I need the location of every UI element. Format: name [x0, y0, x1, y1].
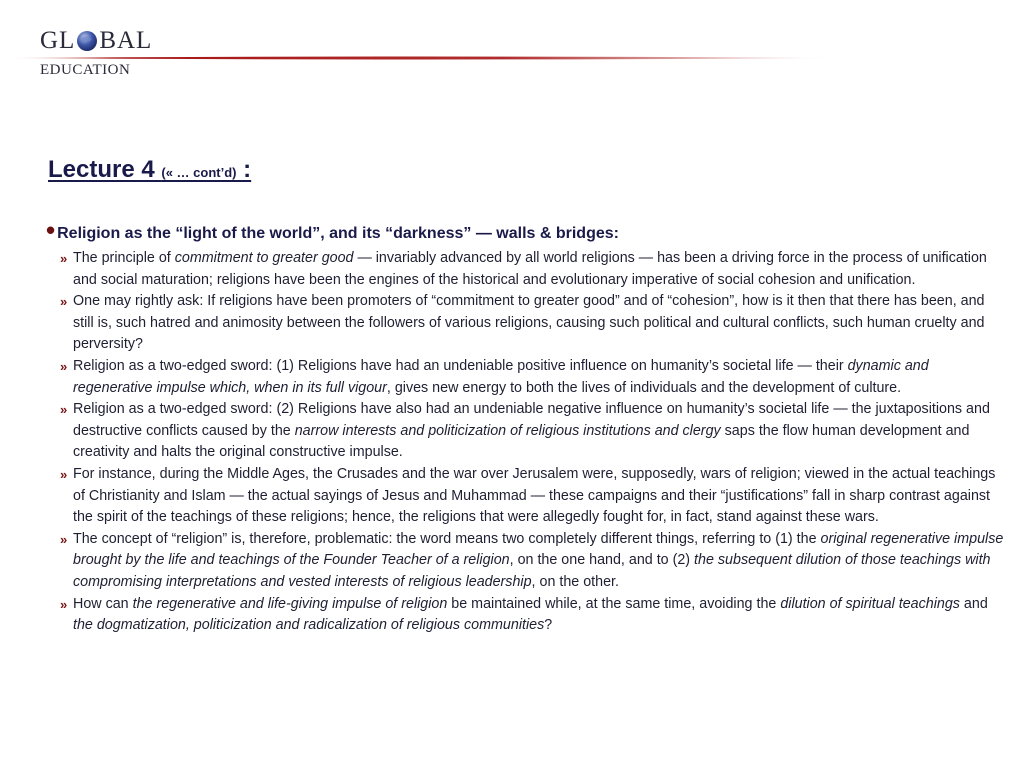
text: and — [959, 595, 988, 612]
text: saps the flow human development and creativity and halts the original constructive impulse. — [73, 422, 970, 461]
lecture-title-colon: : — [236, 156, 252, 183]
bullet-list — [60, 248, 1005, 637]
text: The principle of — [73, 250, 175, 266]
bullet-item — [60, 356, 1005, 399]
logo-wordmark — [40, 28, 152, 54]
italic-text: commitment to greater good — [174, 250, 354, 266]
text: , on the other. — [531, 573, 619, 590]
global-education-logo — [40, 28, 152, 79]
italic-text: dilution of spiritual teachings — [780, 595, 960, 612]
lecture-title — [48, 156, 251, 184]
chevron-bullet-icon: » — [60, 358, 68, 374]
text: be maintained while, at the same time, avoiding the — [447, 595, 781, 612]
chevron-bullet-icon: » — [60, 596, 68, 612]
bullet-item — [60, 248, 1005, 291]
section-heading-text: Religion as the “light of the world”, and its “darkness” — walls & bridges: — [57, 225, 619, 242]
text: ? — [544, 617, 553, 634]
text: One may rightly ask: If religions have been promoters of “commitment to greater good” and of “cohesion”, how is it then that there has been, and still is, such hatred and animosity between the followers of various religions, causing such political and cultural conflicts, such human cruelty and perversity? — [73, 293, 985, 353]
text: , on the one hand, and to (2) — [509, 552, 695, 569]
italic-text: original regenerative impulse brought by the life and teachings of the Founder Teacher of a religion — [73, 530, 1004, 569]
bullet-item — [60, 399, 1005, 464]
text: For instance, during the Middle Ages, the Crusades and the war over Jerusalem were, supposedly, wars of religion; viewed in the actual teachings of Christianity and Islam — the actual sayings of Jesus and Muhammad — these campaigns and their “justifications” fall in sharp contrast against the spirit of the teachings of these religions; hence, the religions that were allegedly fought for, in fact, stand against these wars. — [73, 465, 996, 526]
italic-text: the regenerative and life-giving impulse of religion — [132, 595, 448, 612]
logo-subtitle: EDUCATION — [40, 62, 131, 78]
text: The concept of “religion” is, therefore, problematic: the word means two completely different things, referring to (1) the — [73, 530, 821, 547]
globe-icon — [76, 30, 98, 52]
bullet-item — [60, 291, 1005, 356]
italic-text: the dogmatization, politicization and radicalization of religious communities — [73, 617, 545, 634]
text: — invariably advanced by all world religions — has been a driving force in the process of unification and social maturation; religions have been the engines of the historical and evolutionary imperative of social cohesion and unification. — [73, 250, 987, 288]
lecture-title-sub: (« … cont’d) — [161, 165, 237, 180]
lecture-title-main: Lecture 4 — [48, 156, 162, 183]
italic-text: narrow interests and politicization of religious institutions and clergy — [294, 422, 721, 439]
text: How can — [73, 595, 133, 612]
logo-text-pre: GL — [40, 27, 76, 54]
section-heading — [46, 215, 619, 245]
bullet-dot-icon: • — [46, 215, 56, 245]
italic-text: the subsequent dilution of those teachings with compromising interpretations and vested interests of religious leadership — [73, 552, 991, 590]
bullet-item — [60, 594, 1005, 637]
text: , gives new energy to both the lives of individuals and the development of culture. — [386, 379, 902, 396]
chevron-bullet-icon: » — [60, 531, 68, 547]
chevron-bullet-icon: » — [60, 251, 68, 266]
header-rule — [12, 55, 832, 61]
text: Religion as a two-edged sword: (1) Religions have had an undeniable positive influence on humanity’s societal life — their — [73, 357, 848, 374]
italic-text: dynamic and regenerative impulse which, when in its full vigour — [73, 357, 929, 396]
logo-text-post: BAL — [99, 27, 153, 54]
chevron-bullet-icon: » — [60, 294, 68, 310]
bullet-item — [60, 529, 1005, 594]
chevron-bullet-icon: » — [60, 466, 68, 482]
text: Religion as a two-edged sword: (2) Religions have also had an undeniable negative influence on humanity’s societal life — the juxtapositions and destructive conflicts caused by the — [73, 401, 990, 439]
bullet-item — [60, 464, 1005, 529]
chevron-bullet-icon: » — [60, 402, 68, 418]
